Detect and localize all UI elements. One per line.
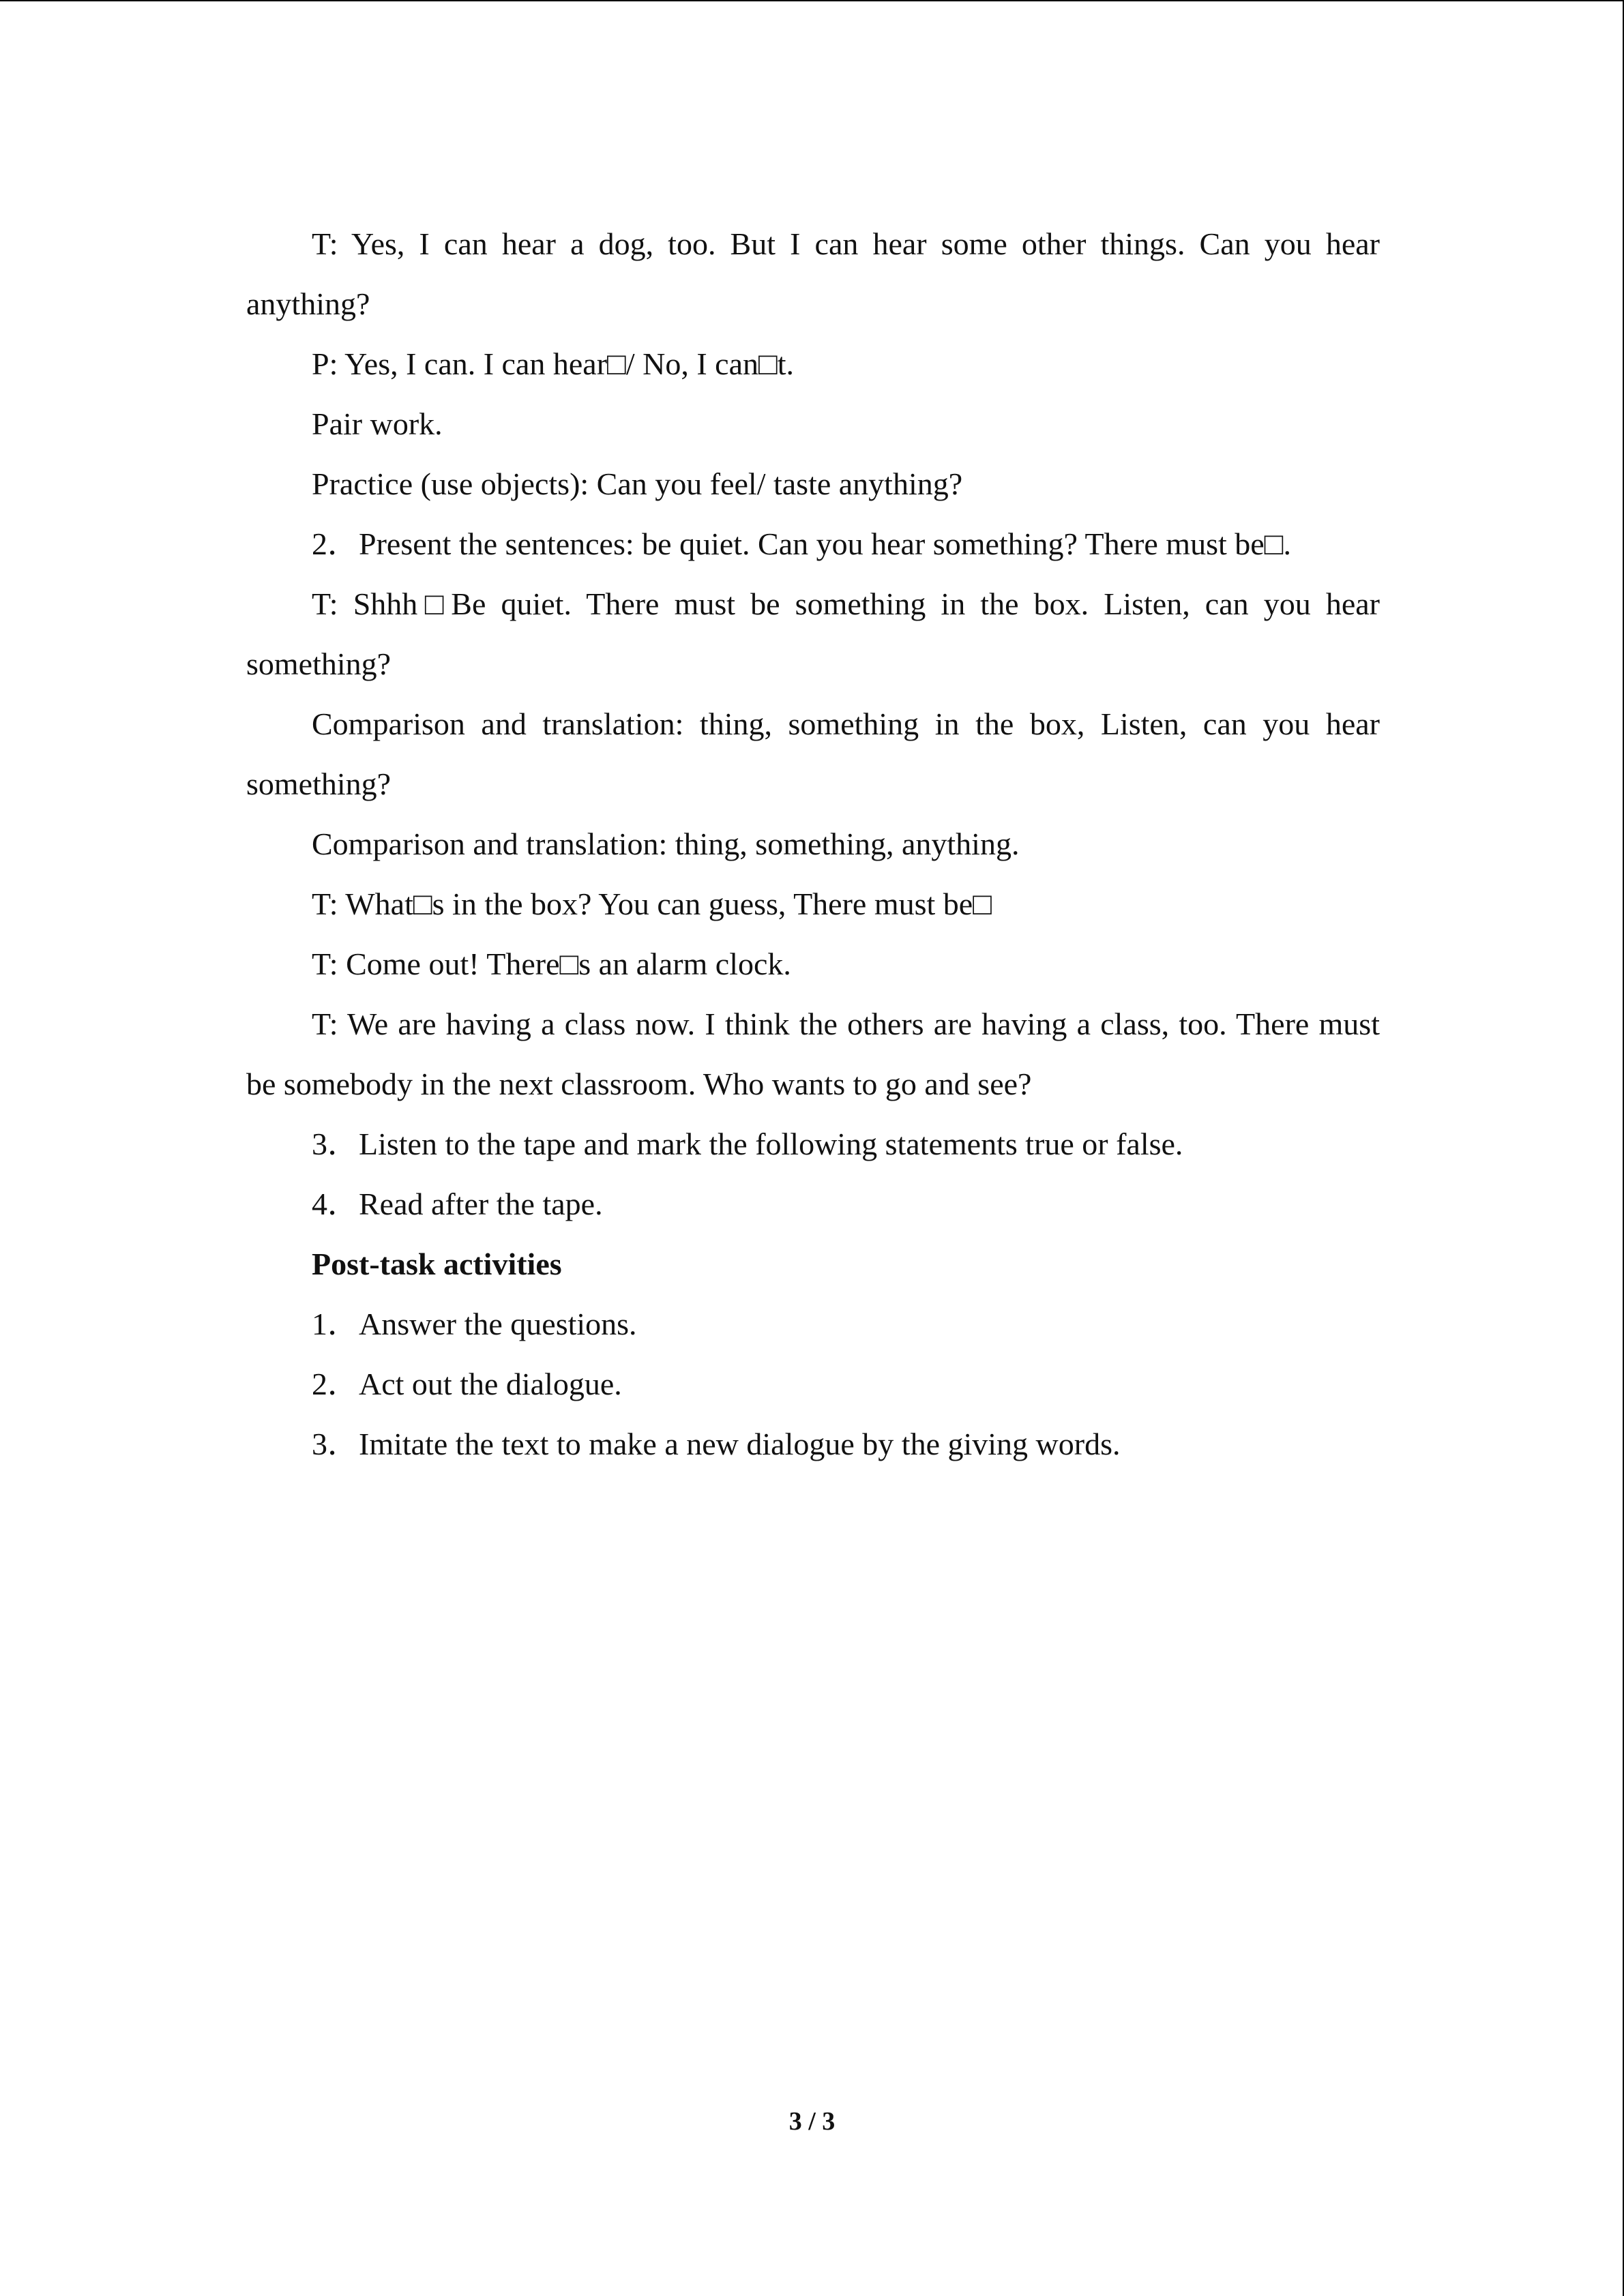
paragraph: P: Yes, I can. I can hear□/ No, I can□t. (312, 346, 795, 381)
paragraph: T: Yes, I can hear a dog, too. But I can hear some other things. Can you hear anything? (246, 226, 1380, 321)
paragraph: 1．Answer the questions. (312, 1307, 637, 1341)
paragraph: T: Shhh□Be quiet. There must be something in the box. Listen, can you hear something? (246, 586, 1380, 681)
paragraph: 3．Imitate the text to make a new dialogue by the giving words. (312, 1427, 1121, 1461)
paragraph: Practice (use objects): Can you feel/ taste anything? (312, 466, 963, 501)
document-body (246, 214, 1380, 1474)
paragraph: Pair work. (312, 406, 443, 441)
section-heading: Post-task activities (312, 1247, 562, 1281)
paragraph: Comparison and translation: thing, something, anything. (312, 826, 1020, 861)
paragraph: T: What□s in the box? You can guess, There must be□ (312, 886, 992, 921)
paragraph: Comparison and translation: thing, something in the box, Listen, can you hear something? (246, 706, 1380, 801)
paragraph: T: Come out! There□s an alarm clock. (312, 946, 791, 981)
paragraph: 2．Act out the dialogue. (312, 1367, 622, 1401)
paragraph: T: We are having a class now. I think the others are having a class, too. There must be somebody in the next classroom. Who wants to go and see? (246, 1007, 1380, 1101)
paragraph: 2．Present the sentences: be quiet. Can you hear something? There must be□. (312, 526, 1291, 561)
paragraph: 4．Read after the tape. (312, 1187, 603, 1221)
page-number: 3 / 3 (788, 2107, 836, 2136)
paragraph: 3．Listen to the tape and mark the following statements true or false. (312, 1127, 1183, 1161)
